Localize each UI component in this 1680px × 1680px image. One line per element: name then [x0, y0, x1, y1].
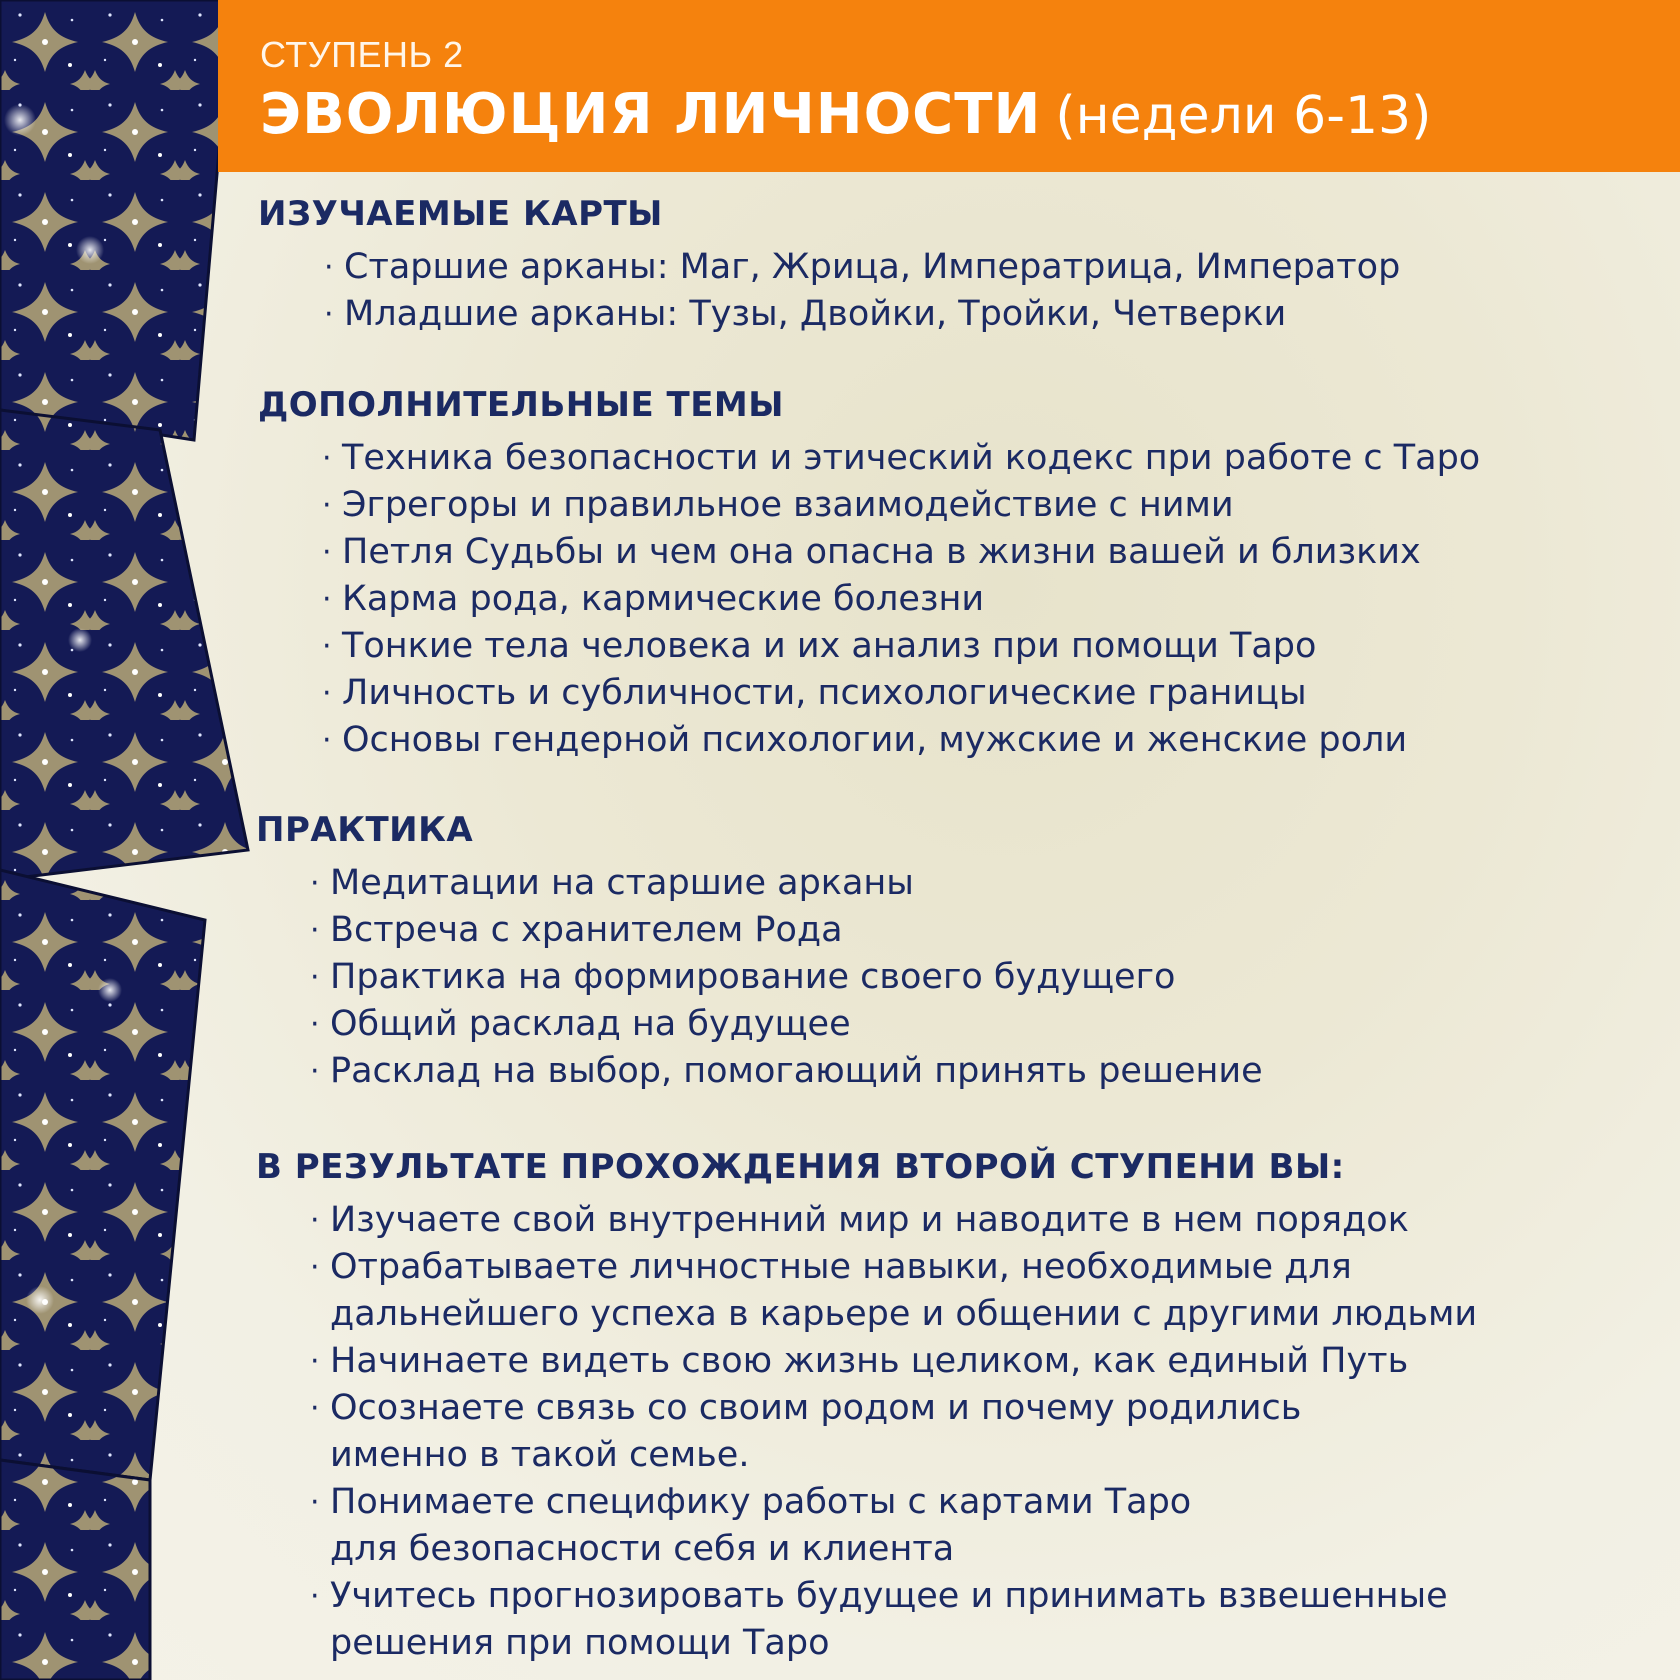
bullet-icon: ·	[322, 629, 332, 664]
bullet-icon: ·	[310, 1054, 320, 1089]
list-item	[308, 1385, 1477, 1479]
bullet-list	[320, 435, 1480, 764]
section-additional-topics	[258, 385, 1480, 764]
list-item	[308, 1001, 1263, 1048]
section-title: В РЕЗУЛЬТАТЕ ПРОХОЖДЕНИЯ ВТОРОЙ СТУПЕНИ ВЫ:	[256, 1147, 1345, 1187]
list-item	[308, 1197, 1477, 1244]
list-item-text: Расклад на выбор, помогающий принять решение	[330, 1051, 1263, 1091]
bullet-icon: ·	[322, 723, 332, 758]
list-item-text: Петля Судьбы и чем она опасна в жизни вашей и близких	[342, 532, 1421, 572]
bullet-icon: ·	[322, 582, 332, 617]
bullet-icon: ·	[310, 1485, 320, 1520]
list-item-text: Встреча с хранителем Рода	[330, 910, 843, 950]
list-item-text: Медитации на старшие арканы	[330, 863, 914, 903]
bullet-list	[322, 244, 1400, 338]
list-item	[308, 1573, 1477, 1667]
bullet-icon: ·	[310, 1203, 320, 1238]
bullet-icon: ·	[322, 488, 332, 523]
section-studied-cards	[258, 194, 1400, 338]
list-item-text: Тонкие тела человека и их анализ при помощи Таро	[342, 626, 1317, 666]
list-item	[322, 244, 1400, 291]
bullet-icon: ·	[322, 676, 332, 711]
list-item	[320, 576, 1480, 623]
card-back-1	[0, 0, 232, 440]
section-title: ДОПОЛНИТЕЛЬНЫЕ ТЕМЫ	[258, 385, 784, 425]
list-item	[308, 1479, 1477, 1573]
bullet-icon: ·	[310, 1344, 320, 1379]
section-practice	[256, 810, 1263, 1095]
bullet-icon: ·	[310, 913, 320, 948]
bullet-icon: ·	[310, 1391, 320, 1426]
list-item	[320, 435, 1480, 482]
list-item	[320, 670, 1480, 717]
list-item-text: Старшие арканы: Маг, Жрица, Императрица, Император	[344, 247, 1401, 287]
bullet-icon: ·	[324, 297, 334, 332]
list-item	[320, 529, 1480, 576]
list-item-text: Практика на формирование своего будущего	[330, 957, 1176, 997]
list-item-text: Начинаете видеть свою жизнь целиком, как единый Путь	[330, 1341, 1409, 1381]
bullet-icon: ·	[324, 250, 334, 285]
section-results	[256, 1147, 1477, 1667]
list-item-text: Техника безопасности и этический кодекс при работе с Таро	[342, 438, 1481, 478]
list-item	[308, 1048, 1263, 1095]
header-banner	[218, 0, 1680, 172]
title-main: ЭВОЛЮЦИЯ ЛИЧНОСТИ	[260, 82, 1042, 147]
title-weeks: (недели 6-13)	[1055, 86, 1432, 146]
bullet-list	[308, 1197, 1477, 1667]
list-item-text: Младшие арканы: Тузы, Двойки, Тройки, Четверки	[344, 294, 1287, 334]
bullet-icon: ·	[322, 535, 332, 570]
list-item	[308, 907, 1263, 954]
list-item-text: Эгрегоры и правильное взаимодействие с ними	[342, 485, 1234, 525]
bullet-icon: ·	[310, 1007, 320, 1042]
bullet-icon: ·	[310, 866, 320, 901]
list-item-text: Осознаете связь со своим родом и почему родились именно в такой семье.	[330, 1388, 1302, 1475]
list-item-text: Изучаете свой внутренний мир и наводите в нем порядок	[330, 1200, 1409, 1240]
section-title: ПРАКТИКА	[256, 810, 474, 850]
step-label: СТУПЕНЬ 2	[260, 34, 464, 75]
card-back-3	[0, 870, 205, 1480]
list-item-text: Личность и субличности, психологические границы	[342, 673, 1307, 713]
list-item	[320, 482, 1480, 529]
bullet-list	[308, 860, 1263, 1095]
card-back-2	[0, 410, 248, 880]
bullet-icon: ·	[322, 441, 332, 476]
list-item	[308, 860, 1263, 907]
section-title: ИЗУЧАЕМЫЕ КАРТЫ	[258, 194, 663, 234]
list-item-text: Карма рода, кармические болезни	[342, 579, 985, 619]
page-title	[260, 82, 1431, 147]
list-item	[308, 1338, 1477, 1385]
card-back-4	[0, 1460, 150, 1680]
list-item	[308, 954, 1263, 1001]
list-item-text: Общий расклад на будущее	[330, 1004, 851, 1044]
list-item	[308, 1244, 1477, 1338]
list-item	[320, 717, 1480, 764]
list-item-text: Основы гендерной психологии, мужские и женские роли	[342, 720, 1408, 760]
list-item	[322, 291, 1400, 338]
list-item-text: Понимаете специфику работы с картами Таро для безопасности себя и клиента	[330, 1482, 1192, 1569]
list-item-text: Отрабатываете личностные навыки, необходимые для дальнейшего успеха в карьере и общении с другими людьми	[330, 1247, 1478, 1334]
bullet-icon: ·	[310, 960, 320, 995]
list-item-text: Учитесь прогнозировать будущее и принимать взвешенные решения при помощи Таро	[330, 1576, 1448, 1663]
bullet-icon: ·	[310, 1579, 320, 1614]
tarot-card-backs-decoration	[0, 0, 270, 1680]
bullet-icon: ·	[310, 1250, 320, 1285]
list-item	[320, 623, 1480, 670]
